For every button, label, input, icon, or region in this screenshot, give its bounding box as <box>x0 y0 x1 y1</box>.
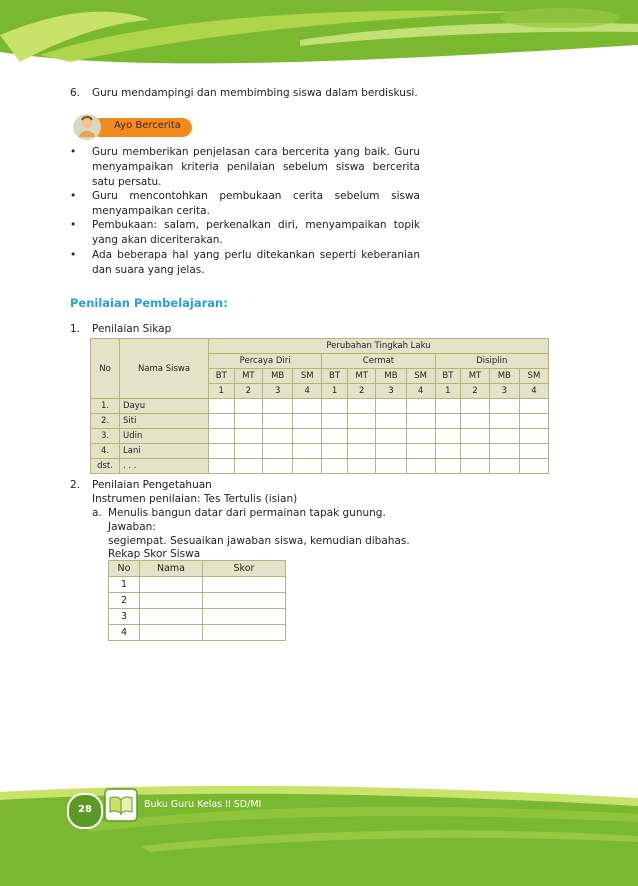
score-header: 1 <box>209 384 235 399</box>
group-percaya-diri: Percaya Diri <box>209 354 322 369</box>
instrument-text: Instrumen penilaian: Tes Tertulis (isian) <box>92 493 298 505</box>
table-row <box>91 444 549 459</box>
table-row <box>109 593 286 609</box>
bullet-symbol: • <box>70 219 77 231</box>
col-score-header: Skor <box>203 561 286 577</box>
bullet-item <box>70 189 420 219</box>
subcol-header: MT <box>461 369 490 384</box>
sub-item-text: Menulis bangun datar dari permainan tapak gunung. <box>108 507 386 519</box>
answer-label: Jawaban: <box>108 521 156 533</box>
subcol-header: BT <box>209 369 235 384</box>
table-row <box>91 429 549 444</box>
section-title: Penilaian Pembelajaran: <box>70 296 228 310</box>
bullet-text: Pembukaan: salam, perkenalkan diri, menyampaikan topik yang akan diceriterakan. <box>92 219 420 246</box>
score-header: 4 <box>519 384 548 399</box>
score-header: 2 <box>461 384 490 399</box>
row-no: dst. <box>91 459 120 474</box>
row-name: . . . <box>120 459 209 474</box>
row-name: Lani <box>120 444 209 459</box>
row-no: 4 <box>109 625 140 641</box>
storyteller-icon <box>72 113 102 141</box>
col-name-header: Nama Siswa <box>120 339 209 399</box>
subcol-header: MB <box>263 369 293 384</box>
row-no: 1 <box>109 577 140 593</box>
row-no: 1. <box>91 399 120 414</box>
attitude-assessment-table <box>90 338 549 474</box>
book-title: Buku Guru Kelas II SD/MI <box>144 799 262 810</box>
group-disiplin: Disiplin <box>435 354 548 369</box>
badge-label: Ayo Bercerita <box>114 120 181 131</box>
bullet-item <box>70 218 420 248</box>
page-number-badge <box>67 793 103 829</box>
bullet-symbol: • <box>70 190 77 202</box>
table-row <box>109 609 286 625</box>
step-text: Guru mendampingi dan membimbing siswa dalam berdiskusi. <box>92 87 418 99</box>
subcol-header: BT <box>322 369 348 384</box>
subcol-header: SM <box>406 369 435 384</box>
row-name: Siti <box>120 414 209 429</box>
score-header: 4 <box>406 384 435 399</box>
row-name: Dayu <box>120 399 209 414</box>
score-header: 3 <box>489 384 519 399</box>
col-no-header: No <box>91 339 120 399</box>
row-no: 3. <box>91 429 120 444</box>
bullet-item <box>70 248 420 278</box>
table-row <box>91 459 549 474</box>
subcol-header: MT <box>234 369 263 384</box>
bullet-text: Ada beberapa hal yang perlu ditekankan seperti keberanian dan suara yang jelas. <box>92 249 420 276</box>
score-recap-table <box>108 560 286 641</box>
page-number: 28 <box>78 804 92 815</box>
book-icon <box>104 788 138 822</box>
row-no: 3 <box>109 609 140 625</box>
score-header: 3 <box>376 384 406 399</box>
row-no: 2 <box>109 593 140 609</box>
bullet-text: Guru mencontohkan pembukaan cerita sebelum siswa menyampaikan cerita. <box>92 190 420 217</box>
header-band <box>0 0 638 70</box>
bullet-symbol: • <box>70 249 77 261</box>
group-cermat: Cermat <box>322 354 435 369</box>
subcol-header: MB <box>489 369 519 384</box>
group-header: Perubahan Tingkah Laku <box>209 339 549 354</box>
table-row <box>91 414 549 429</box>
score-header: 2 <box>234 384 263 399</box>
table-row <box>109 577 286 593</box>
row-no: 4. <box>91 444 120 459</box>
subcol-header: SM <box>293 369 322 384</box>
item-number: 2. <box>70 479 81 491</box>
row-name: Udin <box>120 429 209 444</box>
header-decoration <box>0 0 638 70</box>
recap-title: Rekap Skor Siswa <box>108 548 201 560</box>
subcol-header: BT <box>435 369 461 384</box>
bullet-text: Guru memberikan penjelasan cara bercerita yang baik. Guru menyampaikan kriteria penilaian sebelum siswa bercerita satu persatu. <box>92 146 420 188</box>
score-header: 2 <box>347 384 376 399</box>
subcol-header: MT <box>347 369 376 384</box>
score-header: 1 <box>435 384 461 399</box>
bullet-item <box>70 145 420 190</box>
item-title: Penilaian Pengetahuan <box>92 479 212 491</box>
col-name-header: Nama <box>140 561 203 577</box>
subcol-header: MB <box>376 369 406 384</box>
score-header: 3 <box>263 384 293 399</box>
step-number: 6. <box>70 87 81 99</box>
subcol-header: SM <box>519 369 548 384</box>
bullet-symbol: • <box>70 146 77 158</box>
answer-text: segiempat. Sesuaikan jawaban siswa, kemudian dibahas. <box>108 535 410 547</box>
item-number: 1. <box>70 323 81 335</box>
item-title: Penilaian Sikap <box>92 323 172 335</box>
table-row <box>91 399 549 414</box>
score-header: 4 <box>293 384 322 399</box>
row-no: 2. <box>91 414 120 429</box>
score-header: 1 <box>322 384 348 399</box>
table-row <box>109 625 286 641</box>
col-no-header: No <box>109 561 140 577</box>
activity-badge <box>72 113 192 141</box>
sub-item-label: a. <box>92 507 102 519</box>
